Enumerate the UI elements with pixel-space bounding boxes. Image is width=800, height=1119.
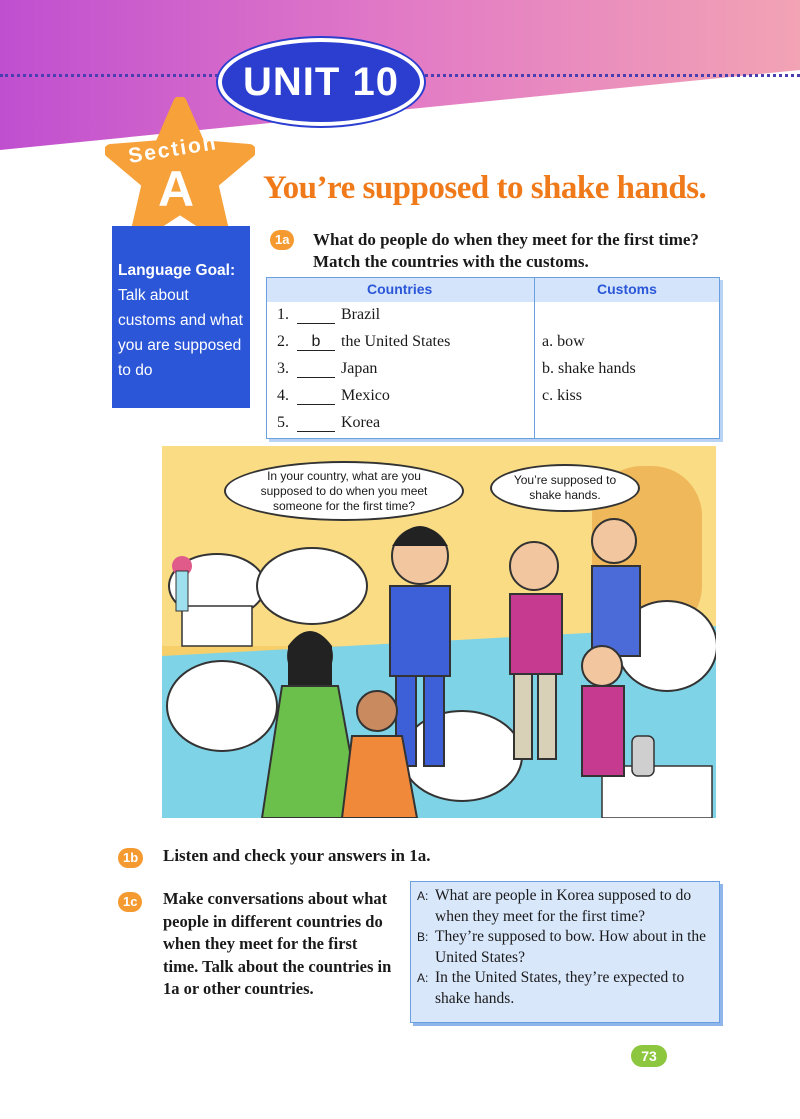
answer-blank[interactable] xyxy=(297,360,335,378)
page-number: 73 xyxy=(631,1045,667,1067)
dialog-speaker: A: xyxy=(417,889,429,903)
country-name: Brazil xyxy=(341,306,381,323)
row-number: 4. xyxy=(277,387,289,404)
custom-item: a. bow xyxy=(542,333,585,350)
table-header-countries: Countries xyxy=(367,281,433,297)
exercise-1a-badge: 1a xyxy=(270,230,294,250)
table-row xyxy=(277,387,390,405)
country-name: Korea xyxy=(341,414,381,431)
table-row xyxy=(277,333,450,351)
country-name: Mexico xyxy=(341,387,390,404)
speech-bubble-left: In your country, what are you supposed to do when you meet someone for the first time? xyxy=(224,461,464,521)
exercise-1a-instruction: What do people do when they meet for the first time? Match the countries with the customs. xyxy=(313,230,699,271)
row-number: 1. xyxy=(277,306,289,323)
custom-item: b. shake hands xyxy=(542,360,636,377)
answer-blank[interactable] xyxy=(297,387,335,405)
party-illustration xyxy=(162,446,716,818)
dialog-speaker: A: xyxy=(417,971,429,985)
language-goal-box xyxy=(112,226,250,408)
speech-bubble-right: You’re supposed to shake hands. xyxy=(490,464,640,512)
table-header-customs: Customs xyxy=(597,281,657,297)
table-divider xyxy=(534,278,535,438)
answer-blank[interactable] xyxy=(297,306,335,324)
dialog-text: They’re supposed to bow. How about in the United States? xyxy=(435,928,707,966)
country-name: Japan xyxy=(341,360,378,377)
row-number: 3. xyxy=(277,360,289,377)
answer-blank[interactable] xyxy=(297,414,335,432)
lesson-title: You’re supposed to shake hands. xyxy=(263,170,707,206)
dialog-text: In the United States, they’re expected to shake hands. xyxy=(435,969,685,1007)
dialog-text: What are people in Korea supposed to do when they meet for the first time? xyxy=(435,887,692,925)
language-goal-label: Language Goal: xyxy=(118,262,236,279)
banner-dotted-line-left xyxy=(0,74,230,77)
exercise-1b-badge: 1b xyxy=(118,848,143,868)
dialog-speaker: B: xyxy=(417,930,429,944)
table-row xyxy=(277,360,377,378)
exercise-1c-instruction: Make conversations about what people in different countries do when they meet for the first time. Talk about the countries in 1a or other countries. xyxy=(163,889,392,998)
dialog-line xyxy=(417,886,713,927)
section-word: Section xyxy=(126,131,220,168)
unit-title: UNIT 10 xyxy=(243,59,399,104)
exercise-1b-instruction: Listen and check your answers in 1a. xyxy=(163,846,431,865)
section-letter: A xyxy=(158,161,195,217)
answer-blank[interactable]: b xyxy=(297,333,335,351)
matching-table xyxy=(266,277,720,439)
row-number: 2. xyxy=(277,333,289,350)
dialog-line xyxy=(417,968,713,1009)
country-name: the United States xyxy=(341,333,451,350)
dialog-line xyxy=(417,927,713,968)
table-row xyxy=(277,414,380,432)
row-number: 5. xyxy=(277,414,289,431)
sample-dialog-box xyxy=(410,881,720,1023)
language-goal-text: Talk about customs and what you are supposed to do xyxy=(118,287,243,379)
exercise-1c-badge: 1c xyxy=(118,892,142,912)
custom-item: c. kiss xyxy=(542,387,582,404)
table-row xyxy=(277,306,380,324)
banner-dotted-line-right xyxy=(418,74,800,77)
